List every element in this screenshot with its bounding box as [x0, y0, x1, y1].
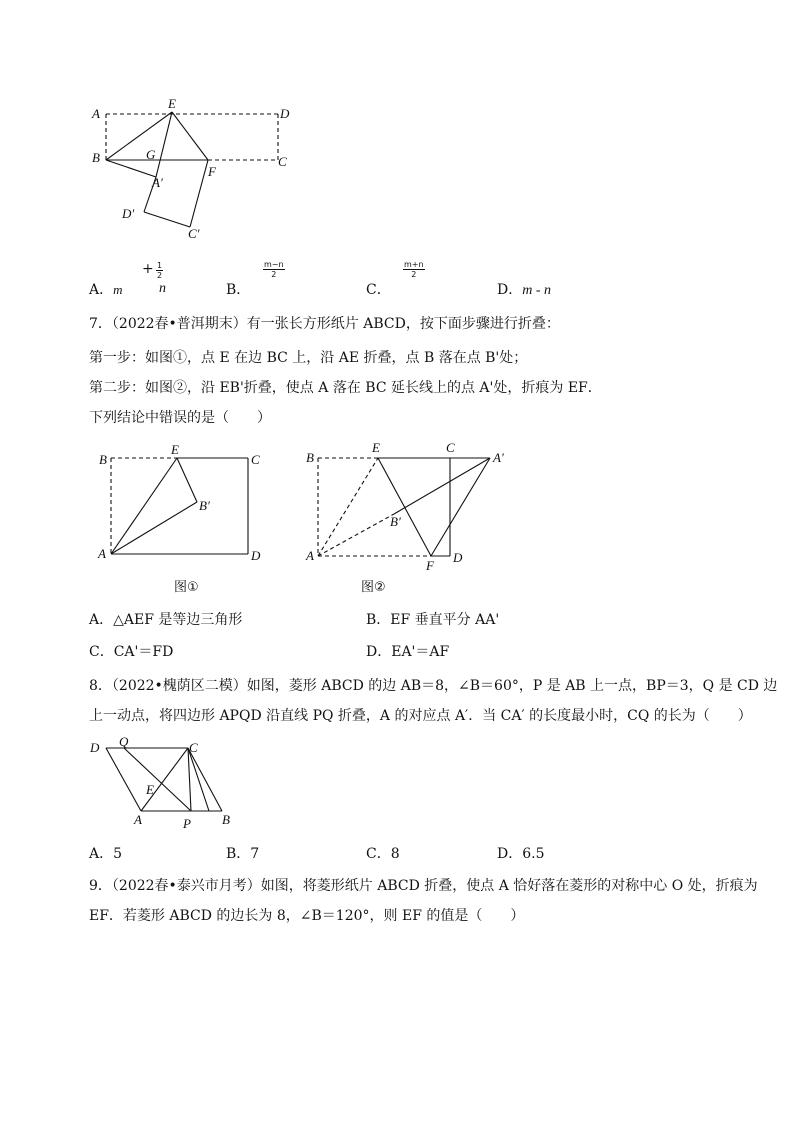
q9-line-1: 9．（2022春•泰兴市月考）如图，将菱形纸片 ABCD 折叠，使点 A 恰好落在菱形的对称中心 O 处，折痕为 [89, 878, 758, 894]
q7-option-d[interactable]: D．EA'＝AF [366, 644, 450, 660]
q7f1-edge-ab1 [111, 502, 197, 554]
q7f2-label-a: A [306, 548, 314, 563]
q7f1-label-b: B [99, 452, 107, 467]
q8-line-1: 8．（2022•槐荫区二模）如图，菱形 ABCD 的边 AB＝8，∠B＝60°，P 是 AB 上一点，BP＝3，Q 是 CD 边 [89, 678, 778, 694]
q7-figure-2 [300, 438, 530, 574]
q7f2-label-d: D [453, 550, 463, 565]
q7-figure-1 [95, 440, 275, 570]
q8-label-p: P [183, 816, 191, 831]
q7-step1: 第一步：如图①，点 E 在边 BC 上，沿 AE 折叠，点 B 落在点 B'处； [89, 350, 528, 366]
q7-option-b[interactable]: B．EF 垂直平分 AA' [366, 612, 500, 628]
q6-label-a-prime: A′ [152, 175, 163, 190]
q6-label-a: A [92, 106, 100, 121]
q6-label-e: E [168, 96, 176, 111]
q7f2-label-c: C [446, 440, 455, 455]
q6-label-f: F [208, 164, 216, 179]
q8-label-e: E [146, 782, 154, 797]
q7f1-label-e: E [171, 442, 179, 457]
q6-edge-d1c1 [144, 212, 190, 227]
q6-label-g: G [146, 147, 156, 162]
q7-figure-2-caption: 图② [361, 580, 386, 595]
q7-figure-1-caption: 图① [174, 580, 199, 595]
q7-option-c[interactable]: C．CA'＝FD [89, 644, 174, 660]
q6-label-c: C [278, 154, 287, 169]
q7-stem: 7．（2022春•普洱期末）有一张长方形纸片 ABCD，按下面步骤进行折叠： [89, 316, 560, 332]
q8-option-b[interactable]: B．7 [226, 846, 260, 862]
q6-option-c-fraction: $\frac{m+n}{2}$ [404, 260, 424, 279]
q7f2-edge-ae [318, 458, 378, 556]
q6-edge-c1f [190, 160, 208, 227]
q6-option-b-fraction: $\frac{m-n}{2}$ [264, 260, 284, 279]
q7f2-edge-ab1 [318, 514, 394, 556]
q8-line-2: 上一动点，将四边形 APQD 沿直线 PQ 折叠，A 的对应点 A′．当 CA′ 的长度最小时，CQ 的长为（ ） [89, 708, 752, 724]
q7f2-label-f: F [426, 558, 434, 573]
q6-figure [86, 94, 306, 244]
q6-label-d-prime: D′ [122, 206, 135, 221]
q7f1-edge-ae [111, 458, 177, 554]
q6-option-b[interactable]: B． [226, 282, 251, 298]
q7f2-edge-ef [378, 458, 431, 556]
q8-label-q: Q [119, 734, 129, 749]
q7f2-label-b-prime: B′ [390, 514, 401, 529]
q7f2-label-b: B [306, 450, 314, 465]
q7f1-label-c: C [251, 452, 260, 467]
q8-label-b: B [222, 812, 230, 827]
q7f1-edge-eb1 [177, 458, 197, 502]
q6-edge-ef [172, 112, 208, 160]
q8-label-a: A [134, 812, 142, 827]
q6-option-a-n: n [159, 281, 166, 296]
q8-edge-c-base [188, 748, 209, 811]
q7-step2: 第二步：如图②，沿 EB'折叠，使点 A 落在 BC 延长线上的点 A'处，折痕为 EF． [89, 380, 602, 396]
q8-edge-da [106, 748, 141, 811]
q7f2-label-a-prime: A′ [493, 450, 504, 465]
q8-figure [88, 734, 238, 834]
q8-label-c: C [189, 740, 198, 755]
q6-label-d: D [280, 106, 290, 121]
q8-option-c[interactable]: C．8 [366, 846, 400, 862]
q7-option-a[interactable]: A．△AEF 是等边三角形 [89, 612, 243, 628]
q6-label-c-prime: C′ [188, 226, 200, 241]
q6-label-b: B [92, 150, 100, 165]
q6-edge-ba1 [106, 160, 156, 177]
q7-question: 下列结论中错误的是（ ） [89, 410, 271, 426]
q7f1-label-d: D [251, 548, 261, 563]
q6-option-c[interactable]: C． [366, 282, 391, 298]
q6-option-a-fraction: $\frac{1}{2}$ [157, 261, 163, 280]
q8-option-a[interactable]: A．5 [89, 846, 123, 862]
q9-line-2: EF．若菱形 ABCD 的边长为 8，∠B＝120°，则 EF 的值是（ ） [89, 908, 525, 924]
q7f1-label-a: A [98, 546, 106, 561]
q8-option-d[interactable]: D．6.5 [497, 846, 545, 862]
q7f2-edge-b1a1 [394, 458, 490, 514]
q7f2-edge-fa1 [431, 458, 490, 556]
q7f2-label-e: E [372, 440, 380, 455]
q8-edge-cb [188, 748, 222, 811]
q6-option-a-plus: + [142, 261, 154, 277]
q6-option-d[interactable]: D．m - n [497, 282, 552, 298]
q8-label-d: D [90, 740, 100, 755]
q6-option-a[interactable]: A．m [89, 282, 123, 298]
q7f1-label-b-prime: B′ [199, 498, 210, 513]
q8-edge-cp [188, 748, 191, 811]
